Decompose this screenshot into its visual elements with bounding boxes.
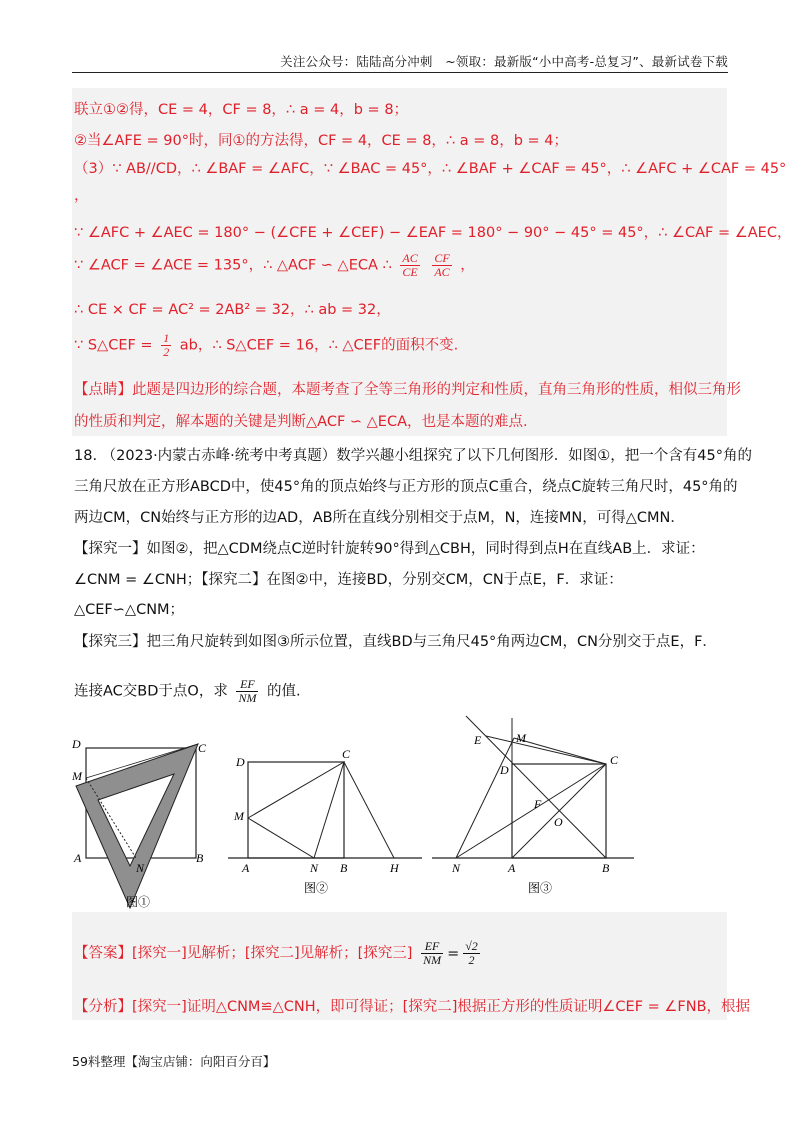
- dianjing-line-1: 【点睛】此题是四边形的综合题，本题考查了全等三角形的判定和性质，直角三角形的性质，相似三角形: [74, 382, 741, 398]
- figure-1-caption: 图①: [126, 895, 151, 909]
- label-n: N: [452, 861, 461, 875]
- label-b: B: [196, 851, 204, 865]
- figure-1: [62, 736, 222, 916]
- problem-line-6: △CEF∽△CNM；: [74, 602, 185, 618]
- label-m: M: [516, 731, 526, 745]
- label-m: M: [72, 769, 82, 783]
- solution-line-5: ∵ ∠ACF = ∠ACE = 135°，∴ △ACF ∽ △ECA ∴ $\frac{AC}{CE}$ $\frac{CF}{AC}$ ，: [74, 251, 475, 279]
- label-h: H: [390, 861, 399, 875]
- label-a: A: [74, 851, 82, 865]
- problem-line-4: 【探究一】如图②，把△CDM绕点C逆时针旋转90°得到△CBH，同时得到点H在直线AB上．求证：: [74, 541, 705, 557]
- label-o: O: [554, 815, 563, 829]
- answer-line: 【答案】[探究一]见解析；[探究二]见解析；[探究三] $\frac{EF}{NM}$ = $\frac{√2}{2}$: [74, 939, 478, 967]
- page-header: [72, 52, 728, 73]
- figure-2: [226, 748, 426, 898]
- solution-line-1: 联立①②得，CE = 4，CF = 8，∴ a = 4，b = 8；: [74, 102, 409, 118]
- label-c: C: [610, 753, 619, 767]
- solution-line-3: （3）∵ AB//CD，∴ ∠BAF = ∠AFC，∵ ∠BAC = 45°，∴ ∠BAF + ∠CAF = 45°，∴ ∠AFC + ∠CAF = 45°: [74, 161, 787, 177]
- label-n: N: [310, 861, 319, 875]
- label-c: C: [198, 741, 207, 755]
- problem-line-3: 两边CM，CN始终与正方形的边AD，AB所在直线分别相交于点M，N，连接MN，可得△CMN．: [74, 510, 685, 526]
- fraction-ef-nm: $\frac{EF}{NM}$: [238, 677, 257, 705]
- problem-line-7: 【探究三】把三角尺旋转到如图③所示位置，直线BD与三角尺45°角两边CM，CN分别交于点E，F．: [74, 634, 717, 650]
- solution-line-2: ②当∠AFE = 90°时，同①的方法得，CF = 4，CE = 8，∴ a = 8，b = 4；: [74, 133, 569, 149]
- label-b: B: [602, 861, 610, 875]
- header-text: 关注公众号：陆陆高分冲刺 ~领取：最新版“小中高考-总复习”、最新试卷下载: [280, 54, 728, 69]
- label-c: C: [342, 748, 351, 761]
- figure-3: [430, 714, 636, 904]
- dianjing-line-2: 的性质和判定，解本题的关键是判断△ACF ∽ △ECA，也是本题的难点.: [74, 414, 528, 430]
- problem-line-1: 18. （2023·内蒙古赤峰·统考中考真题）数学兴趣小组探究了以下几何图形．如图①，把一个含有45°角的: [74, 448, 752, 464]
- solution-line-7: ∵ S△CEF = $\frac{1}{2}$ ab，∴ S△CEF = 16，∴ △CEF的面积不变.: [74, 331, 459, 359]
- figure-3-caption: 图③: [528, 881, 553, 895]
- analysis-line: 【分析】[探究一]证明△CNM≌△CNH，即可得证；[探究二]根据正方形的性质证明∠CEF = ∠FNB，根据: [74, 999, 751, 1015]
- label-d: D: [500, 763, 509, 777]
- solution-line-6: ∴ CE × CF = AC² = 2AB² = 32，∴ ab = 32，: [74, 302, 391, 318]
- fraction-ac-ce: $\frac{AC}{CE}$: [402, 251, 418, 279]
- figure-2-caption: 图②: [304, 881, 329, 895]
- problem-line-5: ∠CNM = ∠CNH；【探究二】在图②中，连接BD，分别交CM，CN于点E，F．求证：: [74, 572, 623, 588]
- page-footer: 59料整理【淘宝店铺：向阳百分百】: [72, 1054, 276, 1069]
- label-a: A: [508, 861, 516, 875]
- solution-line-4: ∵ ∠AFC + ∠AEC = 180° − (∠CFE + ∠CEF) − ∠EAF = 180° − 90° − 45° = 45°，∴ ∠CAF = ∠AEC，: [74, 225, 792, 241]
- fraction-cf-ac: $\frac{CF}{AC}$: [434, 251, 450, 279]
- label-a: A: [242, 861, 250, 875]
- label-n: N: [136, 861, 145, 875]
- problem-line-8: 连接AC交BD于点O，求 $\frac{EF}{NM}$ 的值.: [74, 677, 301, 705]
- label-d: D: [236, 755, 245, 769]
- label-b: B: [340, 861, 348, 875]
- fraction-half: $\frac{1}{2}$: [163, 331, 170, 359]
- problem-line-2: 三角尺放在正方形ABCD中，使45°角的顶点始终与正方形的顶点C重合，绕点C旋转三角尺时，45°角的: [74, 479, 738, 495]
- fraction-sqrt2-2: $\frac{√2}{2}$: [465, 939, 478, 967]
- label-m: M: [234, 809, 244, 823]
- solution-line-3b: ，: [74, 188, 89, 204]
- label-e: E: [474, 733, 482, 747]
- fraction-ef-nm-answer: $\frac{EF}{NM}$: [423, 939, 442, 967]
- label-d: D: [72, 737, 81, 751]
- label-f: F: [534, 797, 542, 811]
